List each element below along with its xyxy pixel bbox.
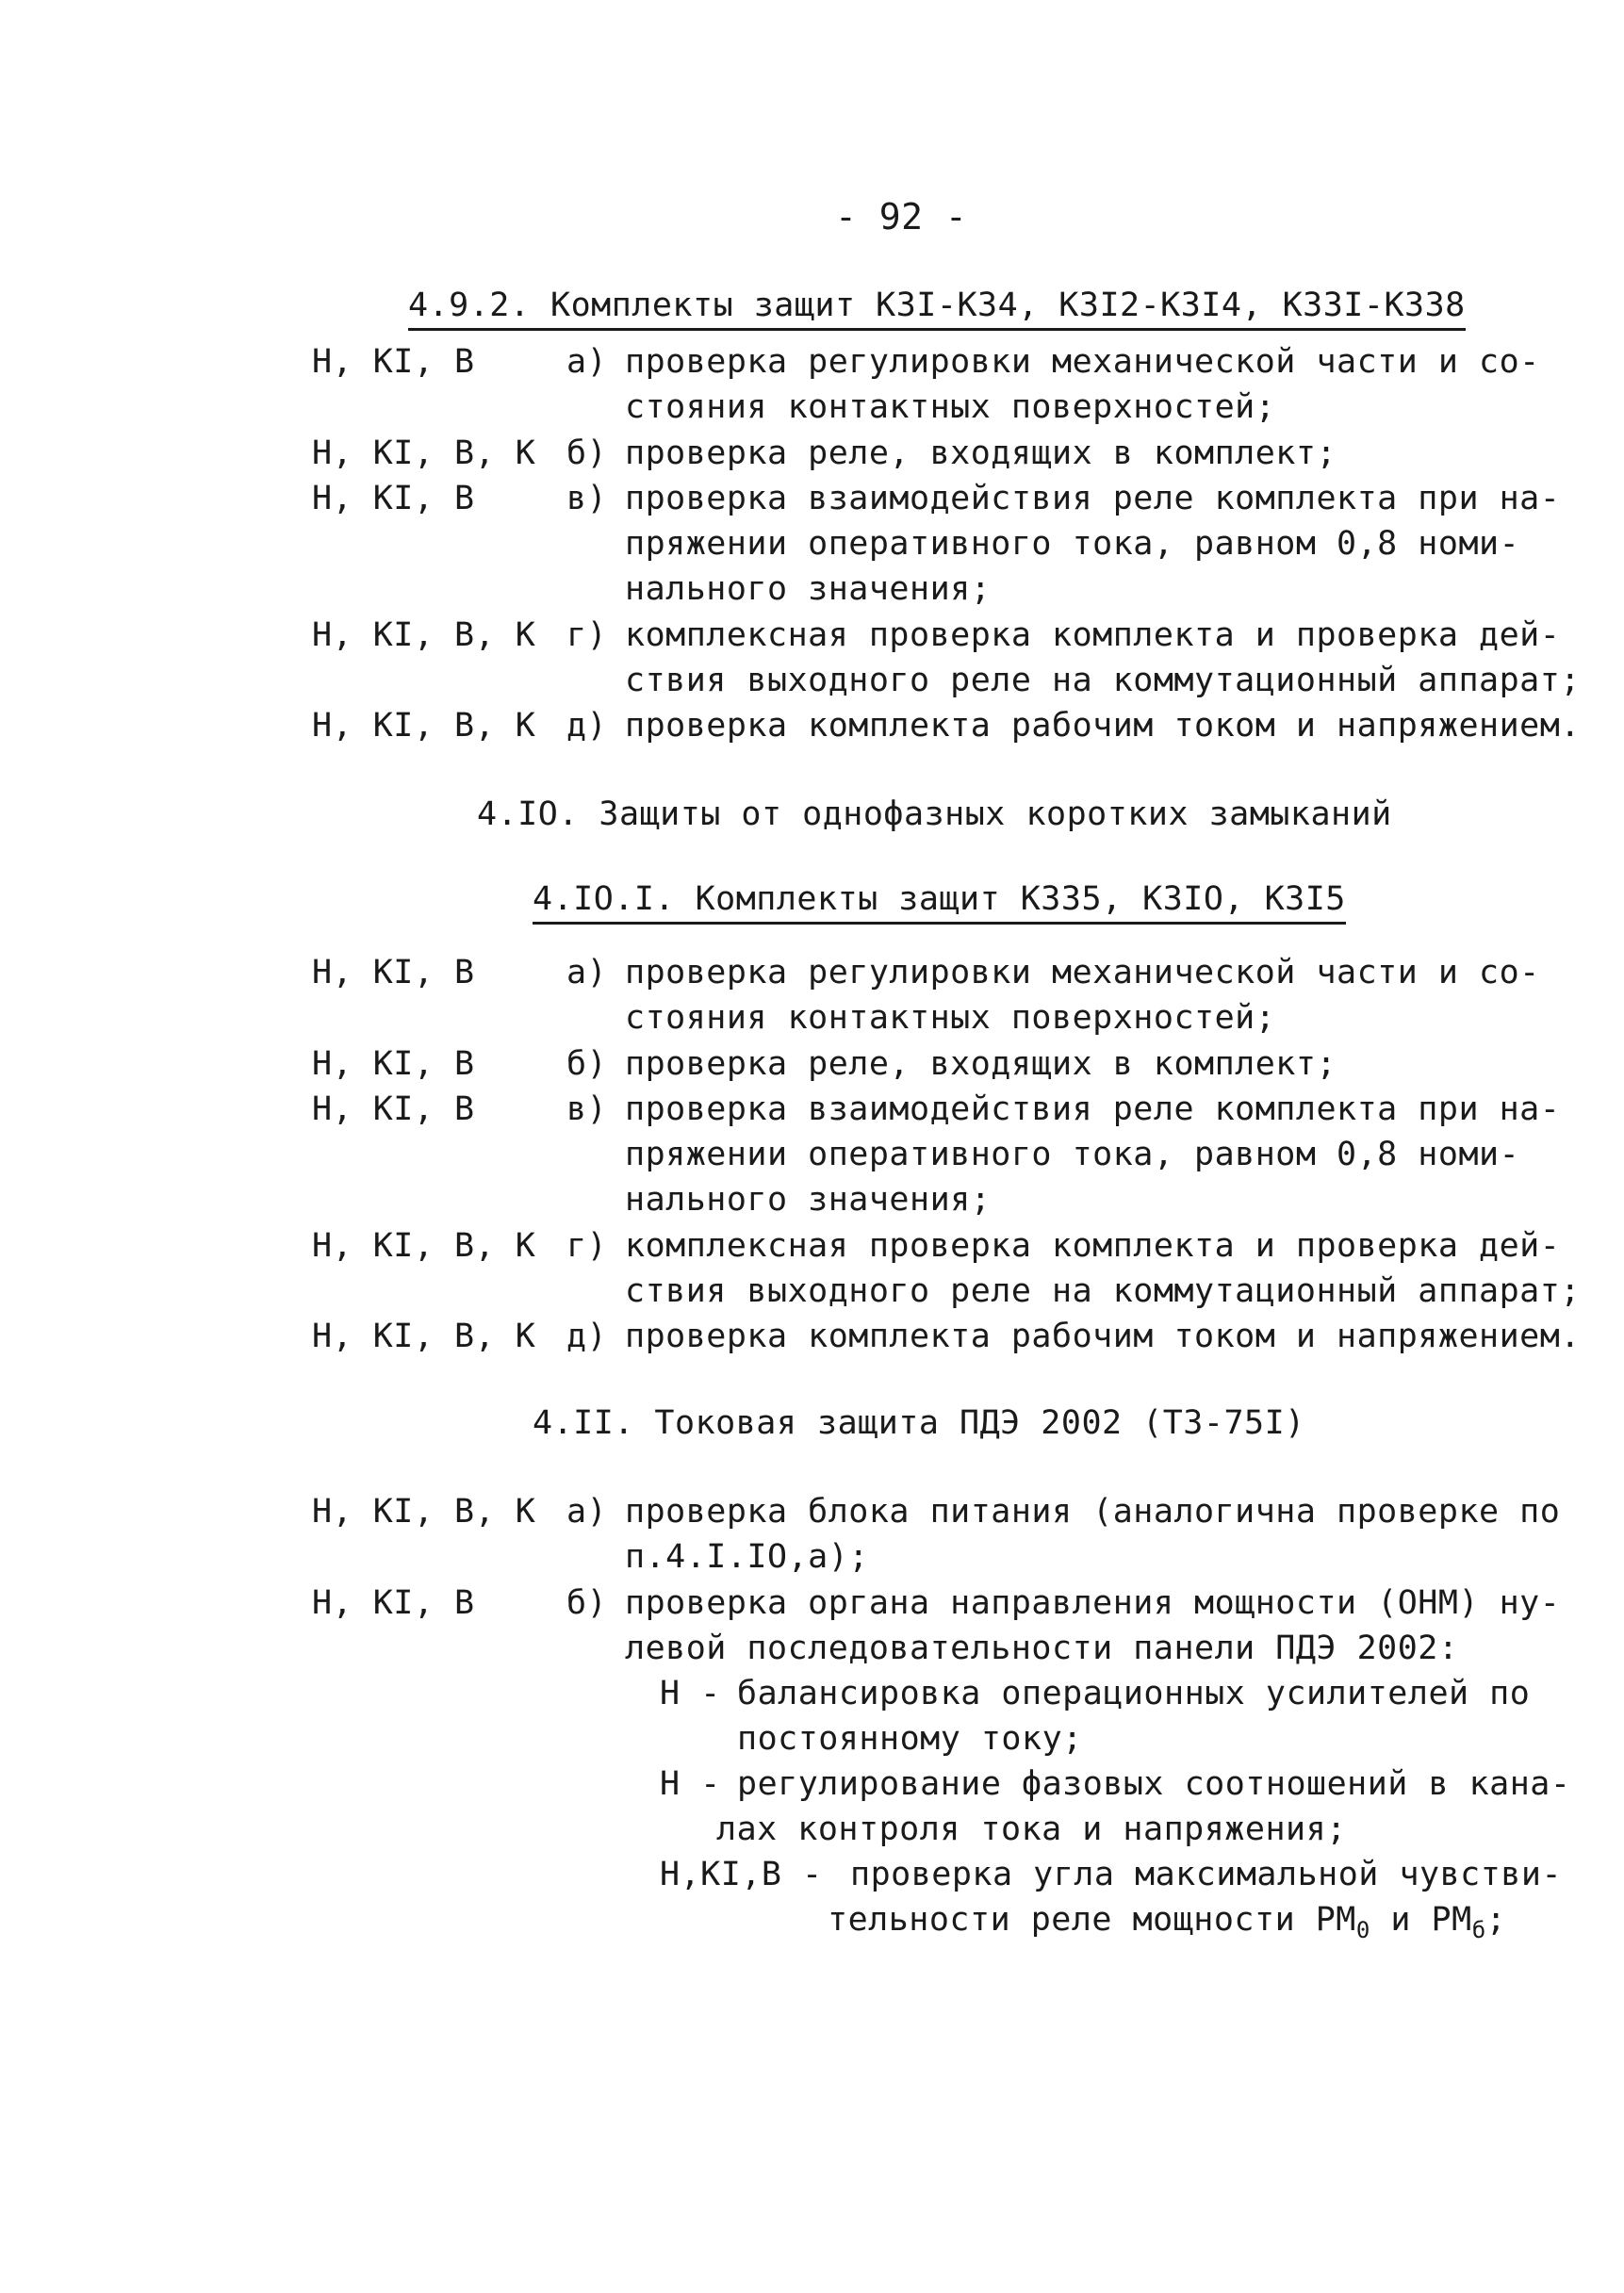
- subitem-text: постоянному току;: [737, 1720, 1083, 1758]
- subitem-text: регулирование фазовых соотношений в кана-: [737, 1765, 1571, 1803]
- item-text: левой последовательности панели ПДЭ 2002:: [625, 1630, 1459, 1667]
- item-codes: Н, КI, В: [312, 1045, 475, 1083]
- item-codes: Н, КI, В: [312, 343, 475, 381]
- page-number: - 92 -: [835, 196, 968, 237]
- item-text: проверка реле, входящих в комплект;: [625, 1045, 1337, 1083]
- item-text: комплексная проверка комплекта и проверка дей-: [625, 616, 1561, 654]
- item-codes: Н, КI, В, К: [312, 616, 536, 654]
- subitem-text: балансировка операционных усилителей по: [737, 1675, 1531, 1712]
- item-text: проверка регулировки механической части и со-: [625, 343, 1540, 381]
- section-heading-4-9-2: 4.9.2. Комплекты защит КЗI-КЗ4, КЗI2-КЗI4, КЗЗI-КЗЗ8: [408, 285, 1466, 331]
- item-text: нального значения;: [625, 1181, 992, 1219]
- subitem-code: Н -: [660, 1675, 721, 1712]
- subitem-text: проверка угла максимальной чувстви-: [850, 1856, 1563, 1893]
- item-codes: Н, КI, В: [312, 480, 475, 517]
- item-text: пряжении оперативного тока, равном 0,8 номи-: [625, 1136, 1520, 1173]
- item-letter: а): [566, 1493, 608, 1531]
- item-letter: а): [566, 954, 608, 991]
- item-codes: Н, КI, В, К: [312, 1318, 536, 1355]
- item-letter: в): [566, 1090, 608, 1128]
- item-codes: Н, КI, В: [312, 954, 475, 991]
- subitem-text: лах контроля тока и напряжения;: [716, 1810, 1347, 1848]
- item-letter: б): [566, 434, 608, 472]
- item-codes: Н, КI, В: [312, 1584, 475, 1622]
- item-text: ствия выходного реле на коммутационный аппарат;: [625, 662, 1581, 699]
- item-text: проверка взаимодействия реле комплекта при на-: [625, 480, 1561, 517]
- item-letter: г): [566, 1227, 608, 1265]
- item-text: проверка взаимодействия реле комплекта при на-: [625, 1090, 1561, 1128]
- item-letter: б): [566, 1045, 608, 1083]
- subscript-b: б: [1471, 1917, 1486, 1943]
- section-heading-4-10-1: 4.IО.I. Комплекты защит КЗ35, КЗIО, КЗI5: [533, 878, 1346, 925]
- item-letter: д): [566, 1318, 608, 1355]
- item-letter: д): [566, 707, 608, 745]
- item-text: нального значения;: [625, 570, 992, 608]
- subscript-zero: 0: [1355, 1917, 1370, 1943]
- section-heading-4-11: 4.II. Токовая защита ПДЭ 2002 (ТЗ-75I): [533, 1404, 1305, 1442]
- item-text: стояния контактных поверхностей;: [625, 388, 1276, 426]
- item-codes: Н, КI, В, К: [312, 434, 536, 472]
- section-heading-4-10: 4.IО. Защиты от однофазных коротких замыканий: [477, 795, 1392, 833]
- item-text: п.4.I.IО,а);: [625, 1538, 869, 1576]
- item-text: стояния контактных поверхностей;: [625, 999, 1276, 1037]
- item-letter: б): [566, 1584, 608, 1622]
- subitem-code: Н -: [660, 1765, 721, 1803]
- item-letter: г): [566, 616, 608, 654]
- item-text: комплексная проверка комплекта и проверка дей-: [625, 1227, 1561, 1265]
- subitem-text: [828, 1897, 1506, 1942]
- item-text: ствия выходного реле на коммутационный аппарат;: [625, 1272, 1581, 1310]
- item-letter: в): [566, 480, 608, 517]
- item-text: пряжении оперативного тока, равном 0,8 номи-: [625, 525, 1520, 563]
- item-codes: Н, КI, В: [312, 1090, 475, 1128]
- item-text: проверка регулировки механической части и со-: [625, 954, 1540, 991]
- item-codes: Н, КI, В, К: [312, 1227, 536, 1265]
- item-text: проверка комплекта рабочим током и напряжением.: [625, 707, 1581, 745]
- item-letter: а): [566, 343, 608, 381]
- subitem-code: Н,КI,В -: [660, 1856, 823, 1893]
- item-codes: Н, КI, В, К: [312, 707, 536, 745]
- item-text: проверка блока питания (аналогична проверке по: [625, 1493, 1561, 1531]
- subitem-text-part: ;: [1485, 1901, 1507, 1939]
- subitem-text-part: тельности реле мощности РМ: [828, 1901, 1356, 1939]
- item-text: проверка реле, входящих в комплект;: [625, 434, 1337, 472]
- item-text: проверка комплекта рабочим током и напряжением.: [625, 1318, 1581, 1355]
- item-text: проверка органа направления мощности (ОНМ) ну-: [625, 1584, 1561, 1622]
- subitem-text-part: и РМ: [1370, 1901, 1472, 1939]
- item-codes: Н, КI, В, К: [312, 1493, 536, 1531]
